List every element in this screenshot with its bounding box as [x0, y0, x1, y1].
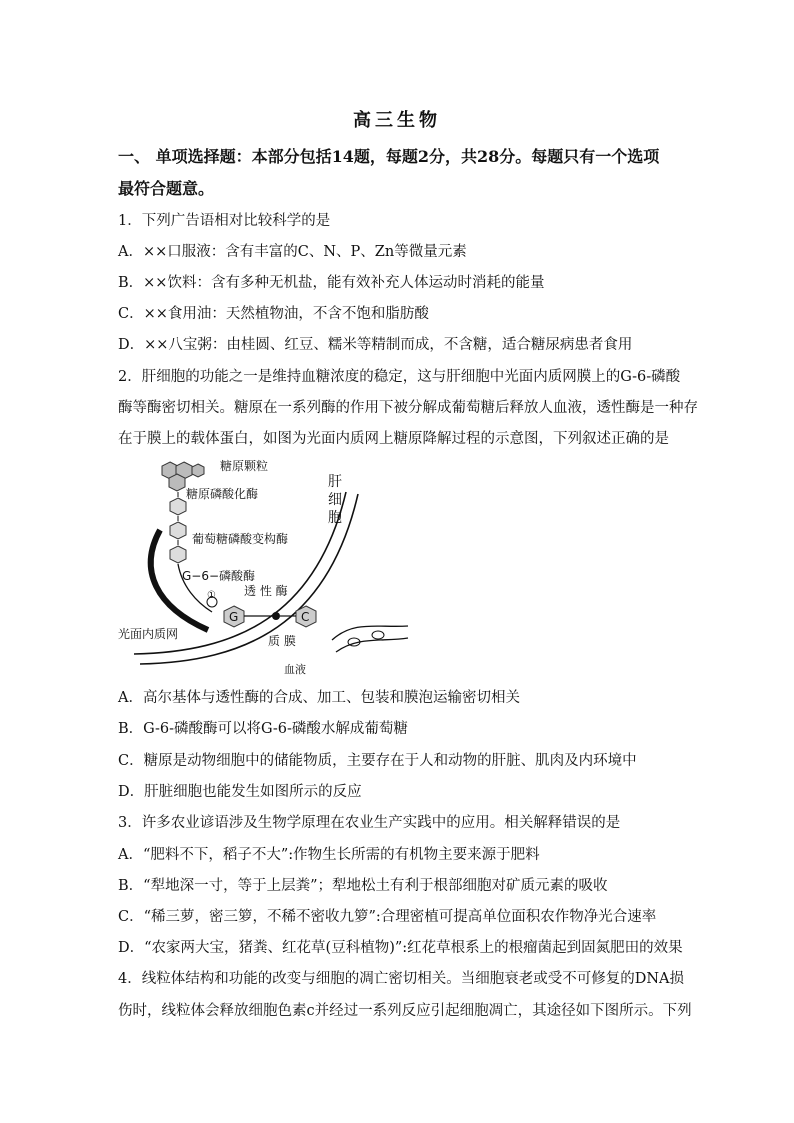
- q3-stem: 3．许多农业谚语涉及生物学原理在农业生产实践中的应用。相关解释错误的是: [118, 815, 621, 831]
- page-title: 高三生物: [353, 110, 441, 131]
- q4-stem-line-2: 伤时，线粒体会释放细胞色素c并经过一系列反应引起细胞凋亡，其途径如下图所示。下列: [118, 1003, 692, 1019]
- label-mutase: 葡萄糖磷酸变构酶: [192, 532, 289, 546]
- q1-option-d: D．××八宝粥：由桂圆、红豆、糯米等精制而成，不含糖，适合糖尿病患者食用: [118, 337, 633, 353]
- q2-stem-line-1: 2．肝细胞的功能之一是维持血糖浓度的稳定，这与肝细胞中光面内质网膜上的G-6-磷酸: [118, 369, 681, 385]
- q2-stem-line-3: 在于膜上的载体蛋白，如图为光面内质网上糖原降解过程的示意图，下列叙述正确的是: [118, 431, 669, 447]
- glycogen-degradation-figure: [116, 452, 416, 677]
- section-heading-line-2: 最符合题意。: [118, 179, 215, 198]
- label-smooth-er: 光面内质网: [118, 627, 179, 641]
- q3-option-c: C．“稀三萝，密三箩，不稀不密收九箩”:合理密植可提高单位面积农作物净光合速率: [118, 909, 657, 925]
- label-liver-1: 肝: [328, 474, 342, 490]
- q4-stem-line-1: 4．线粒体结构和功能的改变与细胞的凋亡密切相关。当细胞衰老或受不可修复的DNA损: [118, 971, 685, 987]
- q1-option-c: C．××食用油：天然植物油，不含不饱和脂肪酸: [118, 306, 429, 322]
- q2-option-a: A．高尔基体与透性酶的合成、加工、包装和膜泡运输密切相关: [118, 690, 520, 706]
- label-g6pase: G−6−磷酸酶: [182, 569, 256, 583]
- label-blood: 血液: [284, 663, 306, 676]
- q3-option-b: B．“犁地深一寸，等于上层粪”；犁地松土有利于根部细胞对矿质元素的吸收: [118, 878, 608, 894]
- q2-option-b: B．G-6-磷酸酶可以将G-6-磷酸水解成葡萄糖: [118, 721, 408, 737]
- q1-stem: 1．下列广告语相对比较科学的是: [118, 213, 331, 229]
- q2-stem-line-2: 酶等酶密切相关。糖原在一系列酶的作用下被分解成葡萄糖后释放人血液，透性酶是一种存: [118, 400, 698, 416]
- glucose-g-label: G: [229, 610, 239, 624]
- glucose-c-label: C: [301, 610, 310, 624]
- label-glycogen: 糖原颗粒: [220, 459, 269, 473]
- label-phosphorylase: 糖原磷酸化酶: [186, 487, 259, 501]
- q2-option-d: D．肝脏细胞也能发生如图所示的反应: [118, 784, 362, 800]
- label-membrane: 质 膜: [268, 634, 296, 648]
- label-liver-2: 细: [328, 492, 342, 508]
- q3-option-a: A．“肥料不下，稻子不大”:作物生长所需的有机物主要来源于肥料: [118, 847, 540, 863]
- q1-option-b: B．××饮料：含有多种无机盐，能有效补充人体运动时消耗的能量: [118, 275, 545, 291]
- section-heading-line-1: 一、 单项选择题：本部分包括14题，每题2分，共28分。每题只有一个选项: [118, 147, 660, 166]
- q1-option-a: A．××口服液：含有丰富的C、N、P、Zn等微量元素: [118, 244, 467, 260]
- q3-option-d: D．“农家两大宝，猪粪、红花草(豆科植物)”:红花草根系上的根瘤菌起到固氮肥田的效果: [118, 940, 683, 956]
- label-circle-1: ①: [207, 590, 216, 601]
- label-liver-3: 胞: [328, 510, 342, 526]
- label-permease: 透 性 酶: [244, 584, 288, 598]
- q2-option-c: C．糖原是动物细胞中的储能物质，主要存在于人和动物的肝脏、肌肉及内环境中: [118, 753, 637, 769]
